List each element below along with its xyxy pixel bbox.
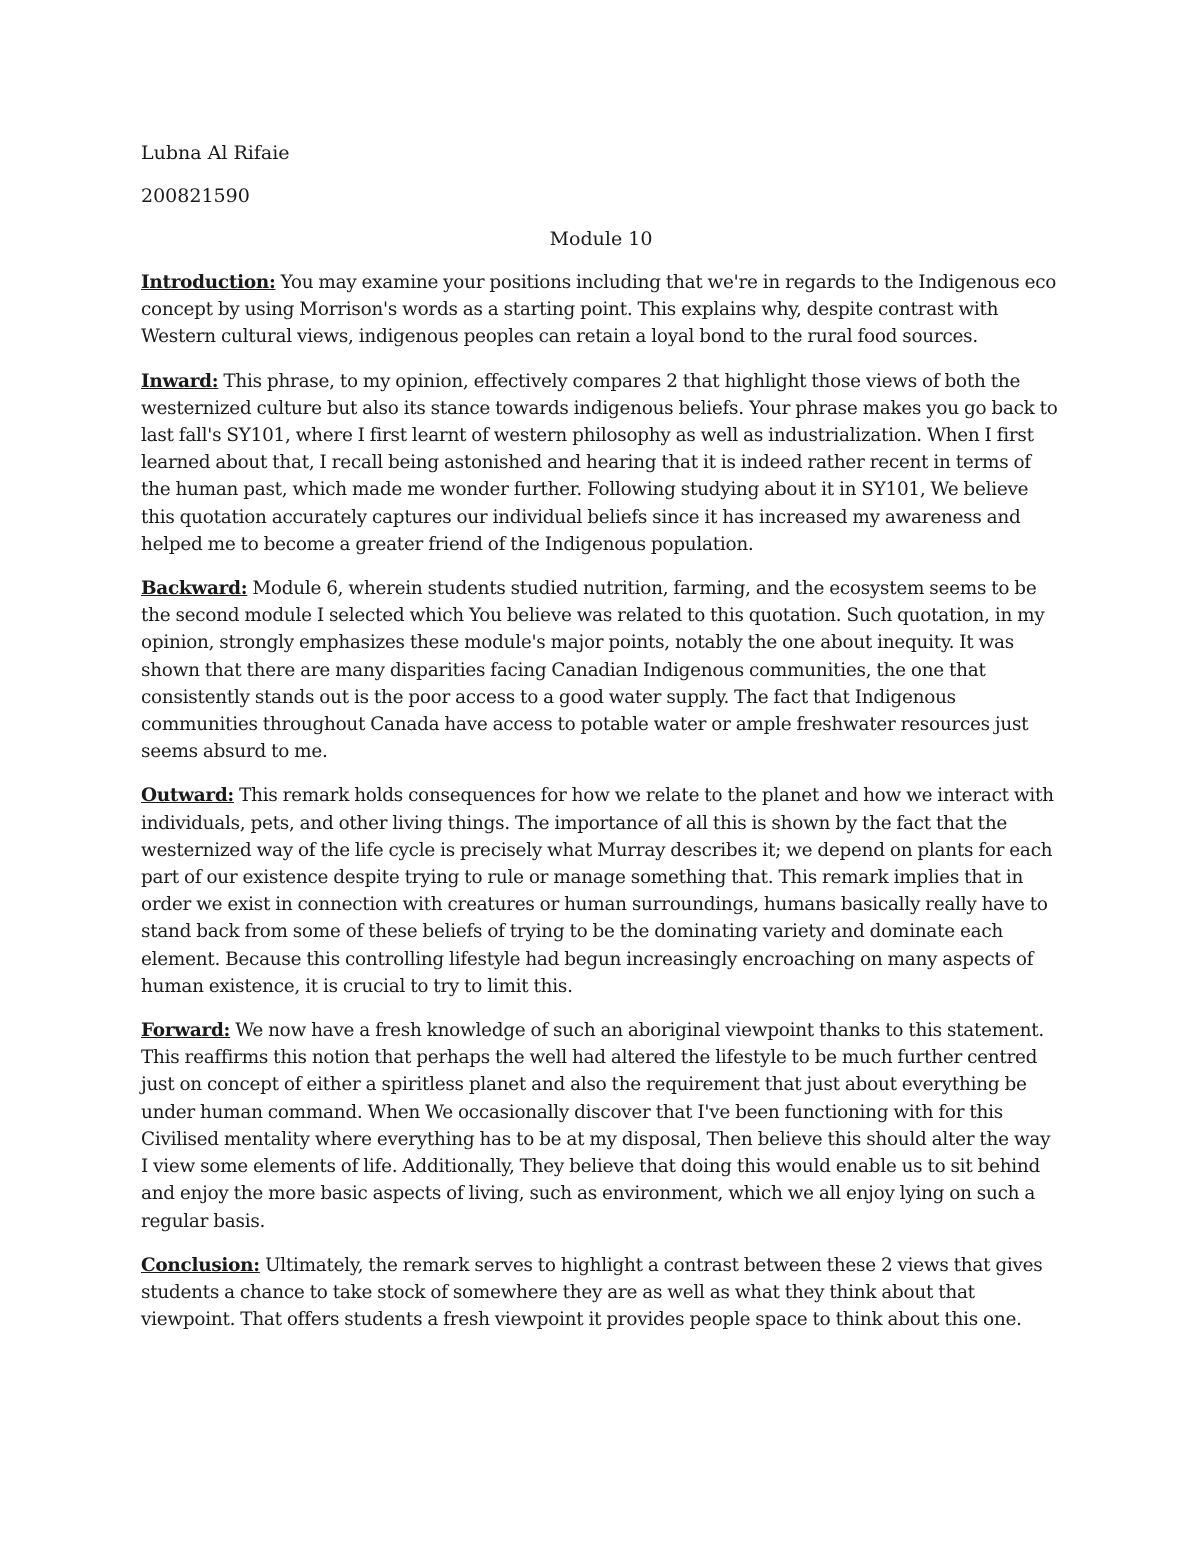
section-inward	[141, 368, 1061, 558]
student-id: 200821590	[141, 185, 250, 207]
section-text: Ultimately, the remark serves to highlight a contrast between these 2 views that gives students a chance to take stock of somewhere they are as well as what they think about that viewpoint. That offers students a fresh viewpoint it provides people space to think about this one.	[141, 1254, 1043, 1331]
section-label: Forward:	[141, 1020, 231, 1042]
section-conclusion	[141, 1252, 1061, 1334]
section-text: This phrase, to my opinion, effectively compares 2 that highlight those views of both the westernized culture but also its stance towards indigenous beliefs. Your phrase makes you go back to last fall's SY101, where I first learnt of western philosophy as well as industrialization. When I first learned about that, I recall being astonished and hearing that it is indeed rather recent in terms of the human past, which made me wonder further. Following studying about it in SY101, We believe this quotation accurately captures our individual beliefs since it has increased my awareness and helped me to become a greater friend of the Indigenous population.	[141, 370, 1058, 555]
document-page	[141, 140, 1061, 1350]
section-text: This remark holds consequences for how we relate to the planet and how we interact with individuals, pets, and other living things. The importance of all this is shown by the fact that the westernized way of the life cycle is precisely what Murray describes it; we depend on plants for each part of our existence despite trying to rule or manage something that. This remark implies that in order we exist in connection with creatures or human surroundings, humans basically really have to stand back from some of these beliefs of trying to be the dominating variety and dominate each element. Because this controlling lifestyle had begun increasingly encroaching on many aspects of human existence, it is crucial to try to limit this.	[141, 785, 1054, 997]
document-title: Module 10	[549, 228, 653, 250]
section-text: You may examine your positions including that we're in regards to the Indigenous eco concept by using Morrison's words as a starting point. This explains why, despite contrast with Western cultural views, indigenous peoples can retain a loyal bond to the rural food sources.	[141, 272, 1057, 348]
section-text: Module 6, wherein students studied nutrition, farming, and the ecosystem seems to be the second module I selected which You believe was related to this quotation. Such quotation, in my opinion, strongly emphasizes these module's major points, notably the one about inequity. It was shown that there are many disparities facing Canadian Indigenous communities, the one that consistently stands out is the poor access to a good water supply. The fact that Indigenous communities throughout Canada have access to potable water or ample freshwater resources just seems absurd to me.	[141, 578, 1045, 763]
section-outward	[141, 782, 1061, 1000]
author-name: Lubna Al Rifaie	[141, 142, 290, 164]
section-forward	[141, 1017, 1061, 1235]
section-label: Introduction:	[141, 272, 276, 293]
section-label: Backward:	[141, 578, 248, 600]
section-introduction	[141, 269, 1061, 351]
section-label: Conclusion:	[141, 1254, 260, 1276]
section-label: Inward:	[141, 370, 219, 392]
section-backward	[141, 575, 1061, 765]
section-text: We now have a fresh knowledge of such an aboriginal viewpoint thanks to this statement. This reaffirms this notion that perhaps the well had altered the lifestyle to be much further centred just on concept of either a spiritless planet and also the requirement that just about everything be under human command. When We occasionally discover that I've been functioning with for this Civilised mentality where everything has to be at my disposal, Then believe this should alter the way I view some elements of life. Additionally, They believe that doing this would enable us to sit behind and enjoy the more basic aspects of living, such as environment, which we all enjoy lying on such a regular basis.	[141, 1020, 1051, 1232]
section-label: Outward:	[141, 785, 234, 807]
